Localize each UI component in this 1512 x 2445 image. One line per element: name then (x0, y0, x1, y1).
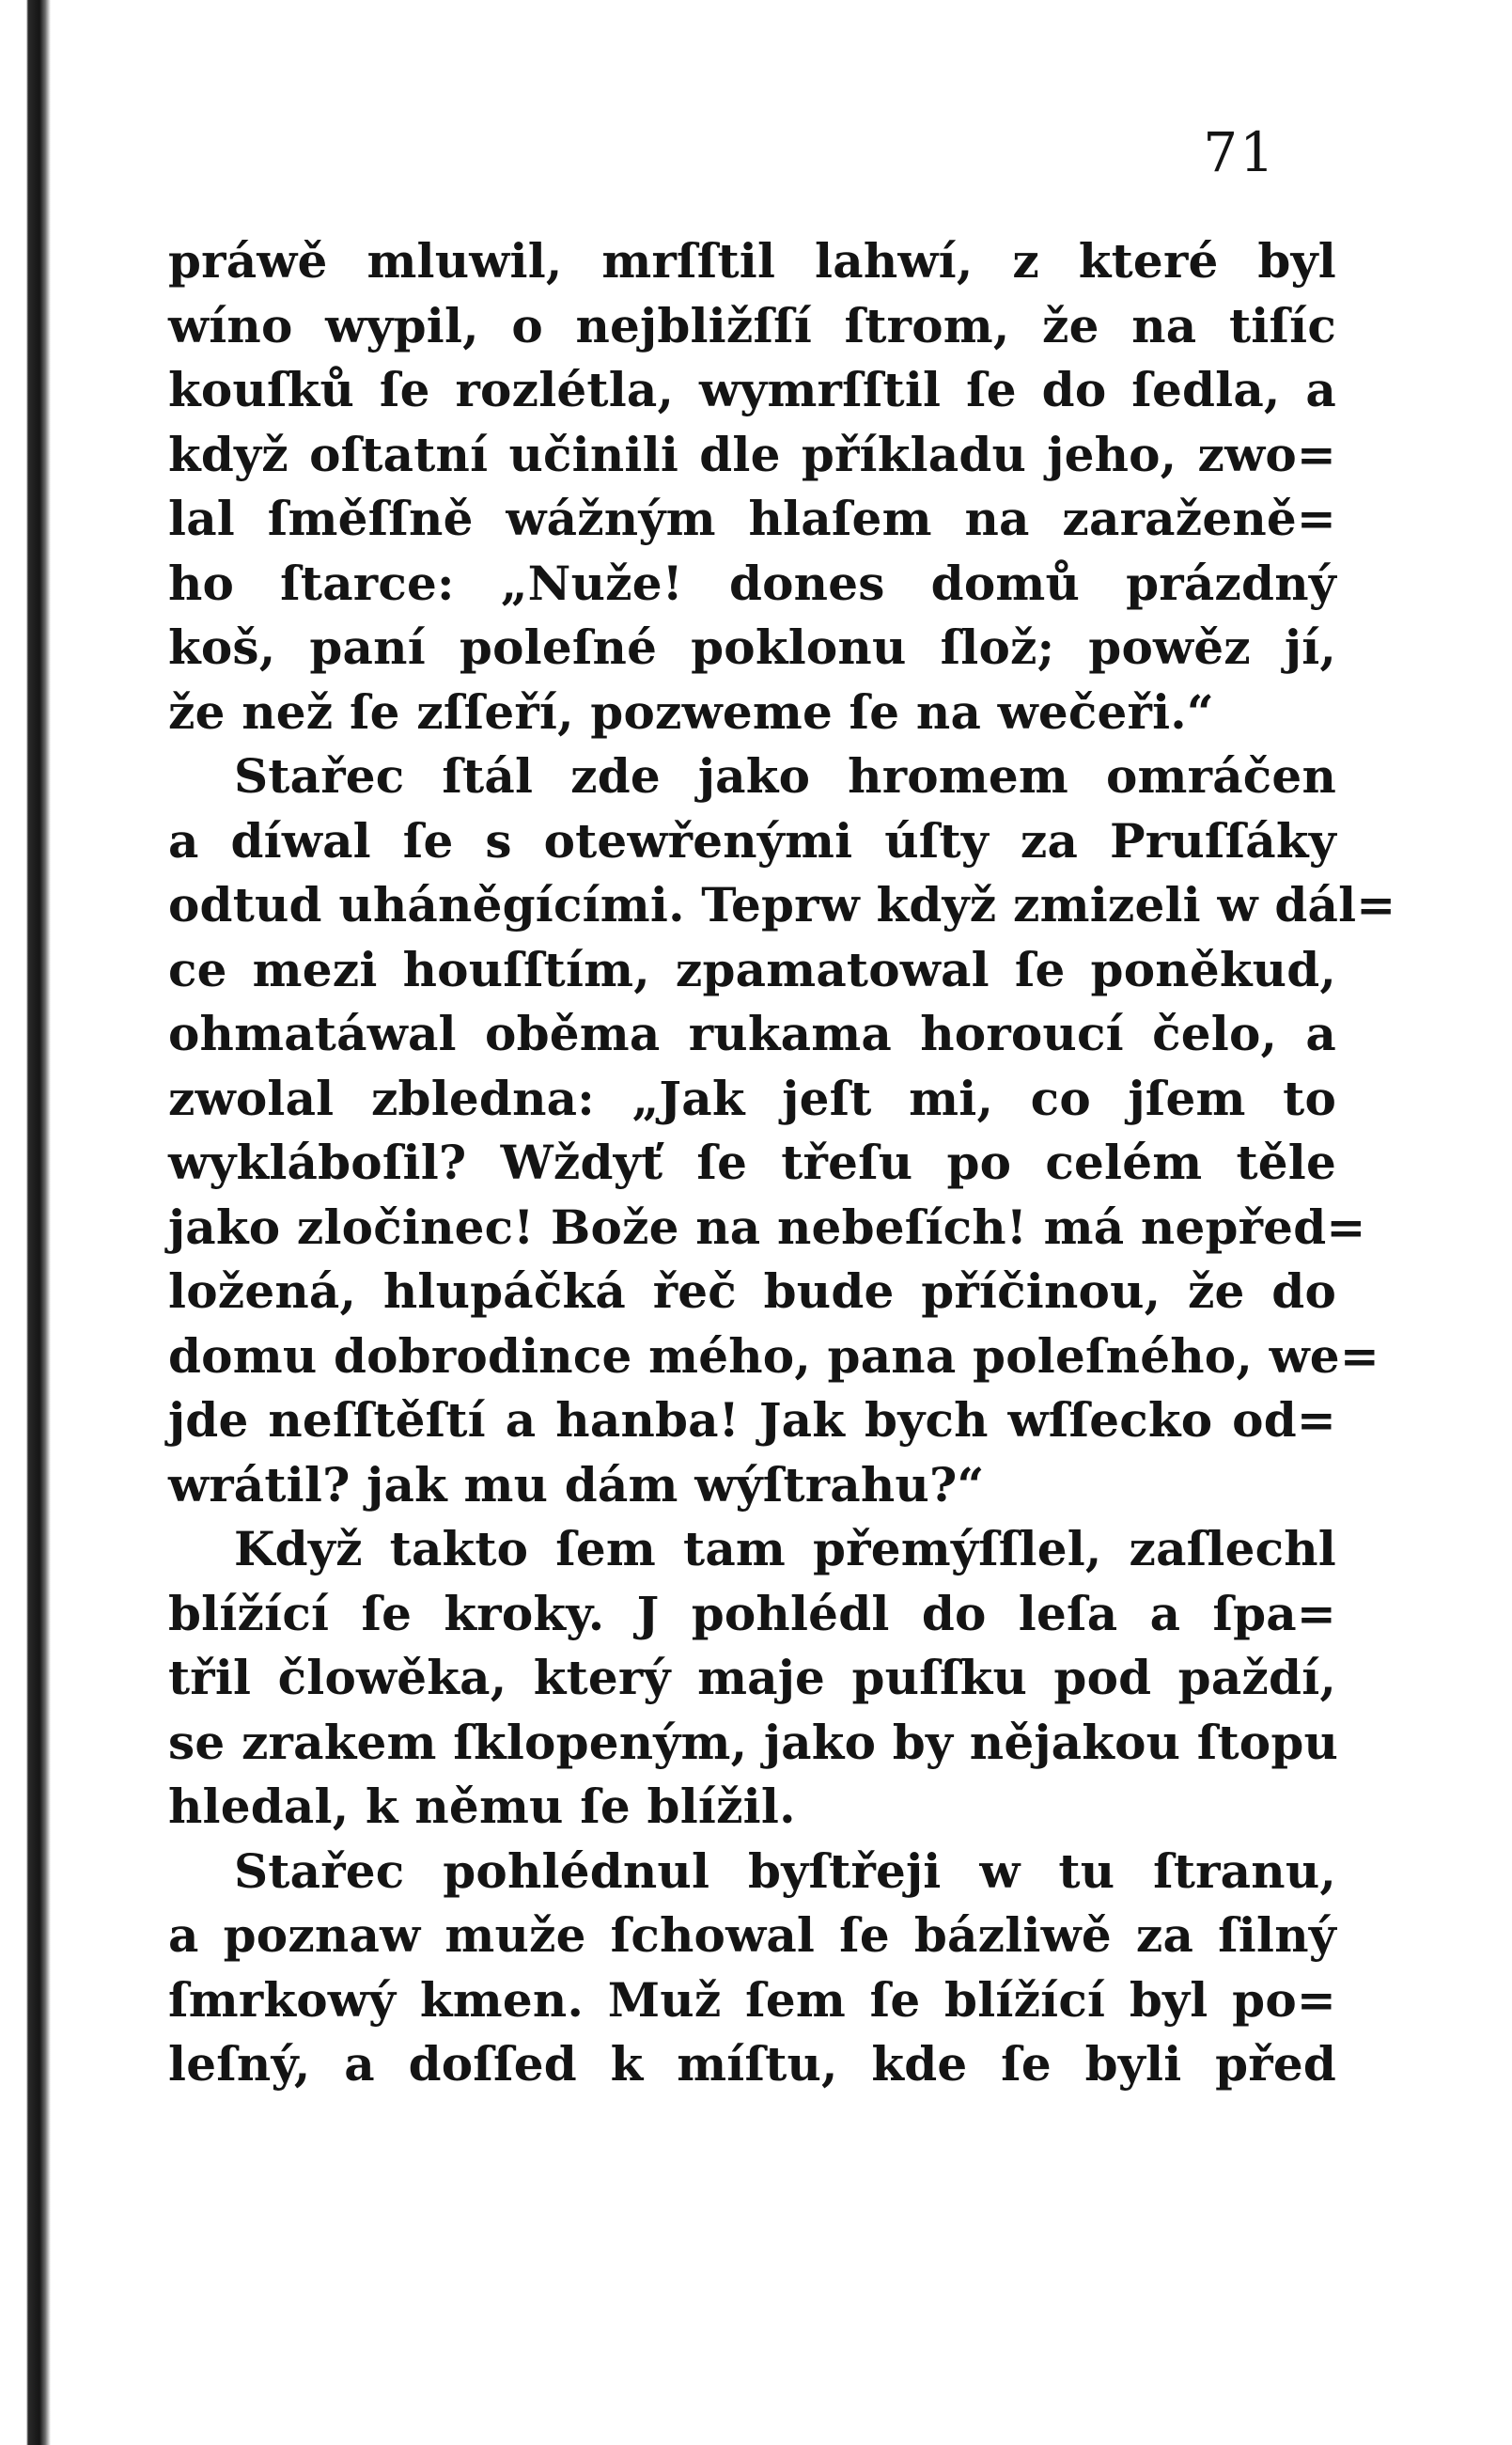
text-line: odtud uháněgícími. Teprw když zmizeli w dál= (168, 877, 1396, 933)
text-line: koš, paní poleſné poklonu ſlož; powěz jí, (168, 619, 1336, 675)
text-line: ce mezi houſſtím, zpamatowal ſe poněkud, (168, 941, 1336, 997)
text-line: wrátil? jak mu dám wýſtrahu?“ (168, 1456, 985, 1512)
text-line: wíno wypil, o nejbližſſí ſtrom, že na tiſíc (168, 297, 1336, 353)
text-line: hledal, k němu ſe blížil. (168, 1779, 796, 1834)
text-line: Stařec pohlédnul byſtřeji w tu ſtranu, (234, 1842, 1336, 1899)
scan-binding-edge (0, 0, 56, 2445)
text-line: ſmrkowý kmen. Muž ſem ſe blížící byl po= (168, 1971, 1336, 2028)
text-line: práwě mluwil, mrſſtil lahwí, z které byl (168, 233, 1336, 289)
text-line: domu dobrodince mého, pana poleſného, we= (168, 1327, 1380, 1384)
book-page (56, 0, 1512, 2445)
text-line: ložená, hlupáčká řeč bude příčinou, že do (168, 1263, 1336, 1319)
text-line: a díwal ſe s otewřenými úſty za Pruſſáky (168, 812, 1336, 869)
text-line: ohmatáwal oběma rukama horoucí čelo, a (168, 1006, 1336, 1061)
text-line: leſný, a doſſed k míſtu, kde ſe byli před (168, 2036, 1336, 2092)
text-line: ho ſtarce: „Nuže! dones domů prázdný (168, 555, 1336, 611)
text-line: lal ſměſſně wážným hlaſem na zaraženě= (168, 491, 1336, 546)
text-line: kouſků ſe rozlétla, wymrſſtil ſe do ſedla, a (168, 362, 1336, 417)
text-line: a poznaw muže ſchowal ſe bázliwě za ſilný (168, 1907, 1336, 1963)
text-line: že než ſe zſſeří, pozweme ſe na wečeři.“ (168, 683, 1214, 740)
text-line: jde neſſtěſtí a hanba! Jak bych wſſecko od= (168, 1392, 1336, 1448)
text-line: blížící ſe kroky. J pohlédl do leſa a ſpa= (168, 1585, 1336, 1641)
text-line: se zrakem ſklopeným, jako by nějakou ſtopu (168, 1714, 1339, 1770)
text-line: wykláboſil? Wždyť ſe třeſu po celém těle (168, 1135, 1336, 1190)
body-text (168, 229, 1396, 2097)
text-line: třil člowěka, který maje puſſku pod paždí, (168, 1650, 1336, 1705)
page-number: 71 (1203, 120, 1276, 184)
text-line: Když takto ſem tam přemýſſlel, zaſlechl (234, 1521, 1336, 1576)
text-line: zwolal zbledna: „Jak jeſt mi, co jſem to (168, 1070, 1336, 1126)
text-line: jako zločinec! Bože na nebeſích! má nepřed= (168, 1199, 1366, 1255)
text-line: Stařec ſtál zde jako hromem omráčen (234, 748, 1336, 804)
text-line: když oſtatní učinili dle příkladu jeho, zwo= (168, 426, 1336, 482)
